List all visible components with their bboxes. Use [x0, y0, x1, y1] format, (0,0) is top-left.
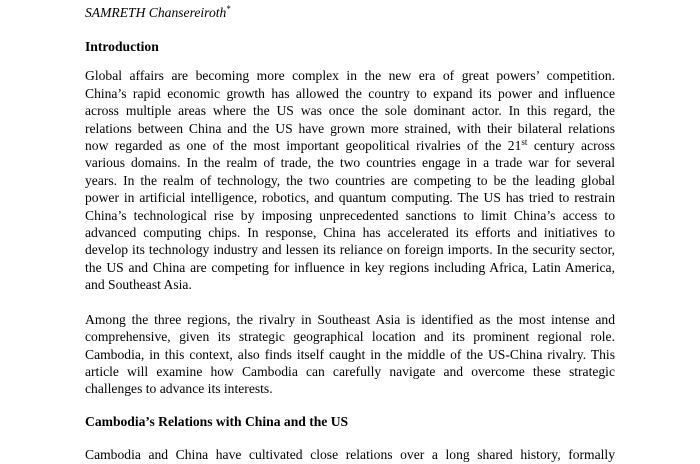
- paragraph-line: and Southeast Asia.: [85, 277, 192, 293]
- paragraph-line: challenges to advance its interests.: [85, 381, 273, 397]
- paragraph-line: China’s technological rise by imposing unprecedented sanctions to limit China’s access to: [85, 207, 615, 223]
- paragraph-line: develop its technology industry and lessen its reliance on foreign imports. In the security sector,: [85, 242, 615, 258]
- ordinal-superscript: st: [521, 137, 528, 148]
- paragraph-line: advanced computing chips. In response, China has accelerated its efforts and initiatives to: [85, 225, 615, 241]
- author-footnote-mark[interactable]: *: [226, 4, 231, 14]
- paragraph-line: years. In the realm of technology, the two countries are competing to be the leading global: [85, 172, 615, 188]
- paragraph-intro-1: [85, 67, 615, 293]
- paragraph-line: comprehensive, given its strategic geographical location and its prominent regional role.: [85, 329, 615, 345]
- paragraph-line: Cambodia, in this context, also finds itself caught in the middle of the US-China rivalry. This: [85, 346, 615, 362]
- paragraph-intro-2: [85, 311, 615, 398]
- document-page: [85, 4, 615, 464]
- paragraph-line: the US and China are competing for influence in key regions including Africa, Latin America,: [85, 259, 615, 275]
- paragraph-line: various domains. In the realm of trade, the two countries engage in a trade war for several: [85, 155, 615, 171]
- paragraph-cambodia-relations-1: [85, 446, 615, 463]
- author-line: [85, 4, 615, 24]
- paragraph-line: now regarded as one of the most important geopolitical rivalries of the 21st century across: [85, 137, 615, 154]
- paragraph-line: power in artificial intelligence, robotics, and quantum computing. The US has tried to restrain: [85, 190, 615, 206]
- paragraph-line: Global affairs are becoming more complex in the new era of great powers’ competition.: [85, 68, 615, 84]
- section-heading-introduction: Introduction: [85, 39, 159, 54]
- paragraph-line: relations between China and the US have grown more strained, with their bilateral relations: [85, 120, 615, 136]
- paragraph-line: China’s rapid economic growth has allowed the country to expand its power and influence: [85, 85, 615, 101]
- paragraph-line: across multiple areas where the US was once the sole dominant actor. In this regard, the: [85, 103, 615, 119]
- section-heading-cambodia-relations: Cambodia’s Relations with China and the US: [85, 413, 349, 429]
- paragraph-line: Cambodia and China have cultivated close relations over a long shared history, formally: [85, 447, 615, 463]
- paragraph-line: Among the three regions, the rivalry in Southeast Asia is identified as the most intense and: [85, 311, 615, 327]
- author-name: SAMRETH Chansereiroth: [85, 5, 227, 20]
- paragraph-line: article will examine how Cambodia can carefully navigate and overcome these strategic: [85, 363, 615, 379]
